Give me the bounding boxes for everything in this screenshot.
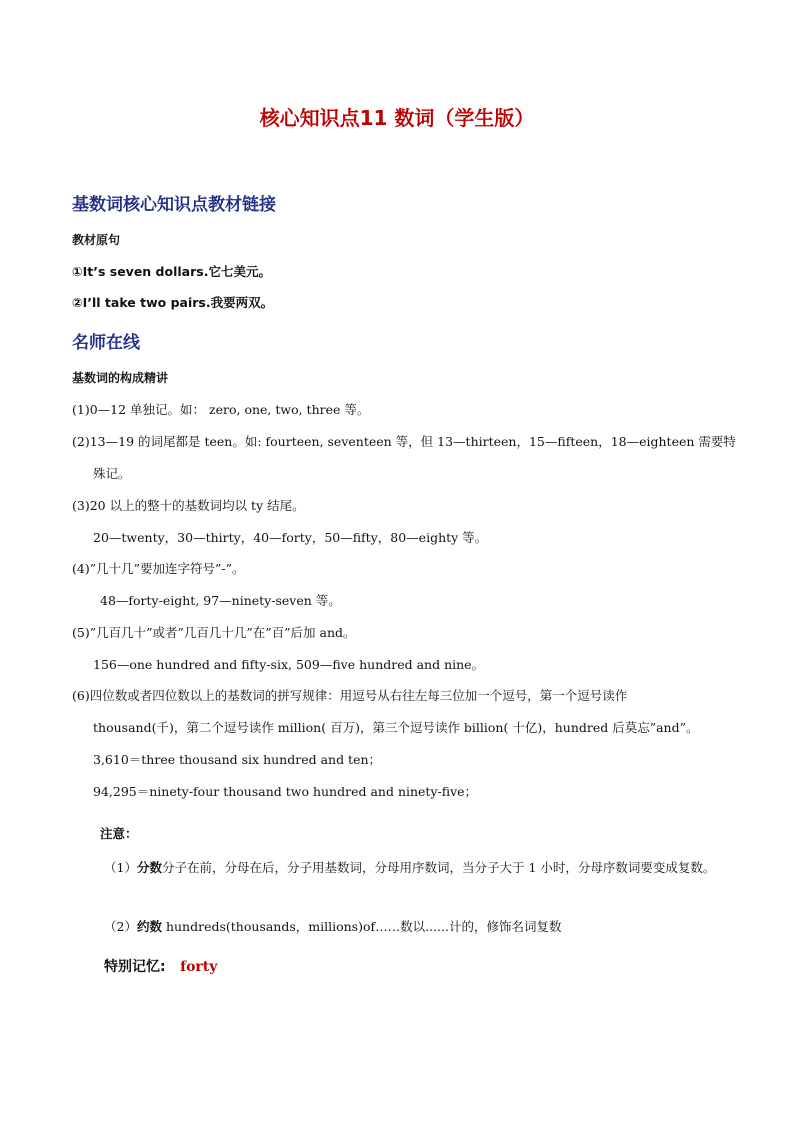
rule-line-3: (3)20 以上的整十的基数词均以 ty 结尾。	[72, 498, 305, 513]
textbook-sentence-2: ②I’ll take two pairs.我要两双。	[72, 295, 274, 310]
special-memory	[104, 956, 217, 976]
note-item1-text: 分子在前，分母在后，分子用基数词，分母用序数词，当分子大于 1 小时，分母序数词要变成复数。	[161, 860, 716, 875]
note-item-fraction	[72, 857, 722, 879]
note-item1-prefix: （1）	[104, 860, 137, 875]
rule-example-6a: 3,610＝three thousand six hundred and ten；	[93, 752, 382, 767]
textbook-sentence-1: ①It’s seven dollars.它七美元。	[72, 264, 271, 279]
rule-line-1: (1)0—12 单独记。如： zero, one, two, three 等。	[72, 402, 370, 417]
special-memory-label: 特别记忆:	[104, 959, 166, 975]
rule-example-4: 48—forty-eight, 97—ninety-seven 等。	[100, 593, 341, 608]
rule-line-5: (5)”几百几十”或者”几百几十几”在”百”后加 and。	[72, 625, 356, 640]
rule-line-2-cont: 殊记。	[93, 466, 131, 481]
rule-line-6-cont: thousand(千)，第二个逗号读作 million( 百万)，第三个逗号读作 billion( 十亿)，hundred 后莫忘”and”。	[93, 720, 699, 735]
note-item2-prefix: （2）	[104, 919, 137, 934]
rule-line-6: (6)四位数或者四位数以上的基数词的拼写规律：用逗号从右往左每三位加一个逗号，第一个逗号读作	[72, 688, 628, 703]
note-label: 注意：	[100, 826, 138, 841]
subheading-textbook-sentences: 教材原句	[72, 233, 121, 247]
rule-example-3: 20—twenty，30—thirty，40—forty，50—fifty，80—eighty 等。	[93, 530, 488, 545]
page-title: 核心知识点11 数词（学生版）	[259, 106, 535, 130]
note-item2-text: hundreds(thousands，millions)of……数以......计的，修饰名词复数	[161, 919, 562, 934]
rule-line-4: (4)”几十几”要加连字符号”-”。	[72, 561, 245, 576]
note-item1-term: 分数	[136, 860, 162, 875]
note-item2-term: 约数	[136, 919, 162, 934]
subheading-cardinal-structure: 基数词的构成精讲	[72, 371, 169, 385]
section-heading-teacher-online: 名师在线	[72, 333, 140, 353]
rule-line-2: (2)13—19 的词尾都是 teen。如: fourteen, seventeen 等，但 13—thirteen，15—fifteen，18—eighteen 需要特	[72, 434, 736, 449]
special-memory-word: forty	[180, 959, 218, 975]
note-item-approx	[72, 916, 722, 938]
rule-example-6b: 94,295＝ninety-four thousand two hundred and ninety-five；	[93, 784, 478, 799]
rule-example-5: 156—one hundred and fifty-six, 509—five hundred and nine。	[93, 657, 485, 672]
section-heading-textbook-link: 基数词核心知识点教材链接	[72, 195, 276, 215]
